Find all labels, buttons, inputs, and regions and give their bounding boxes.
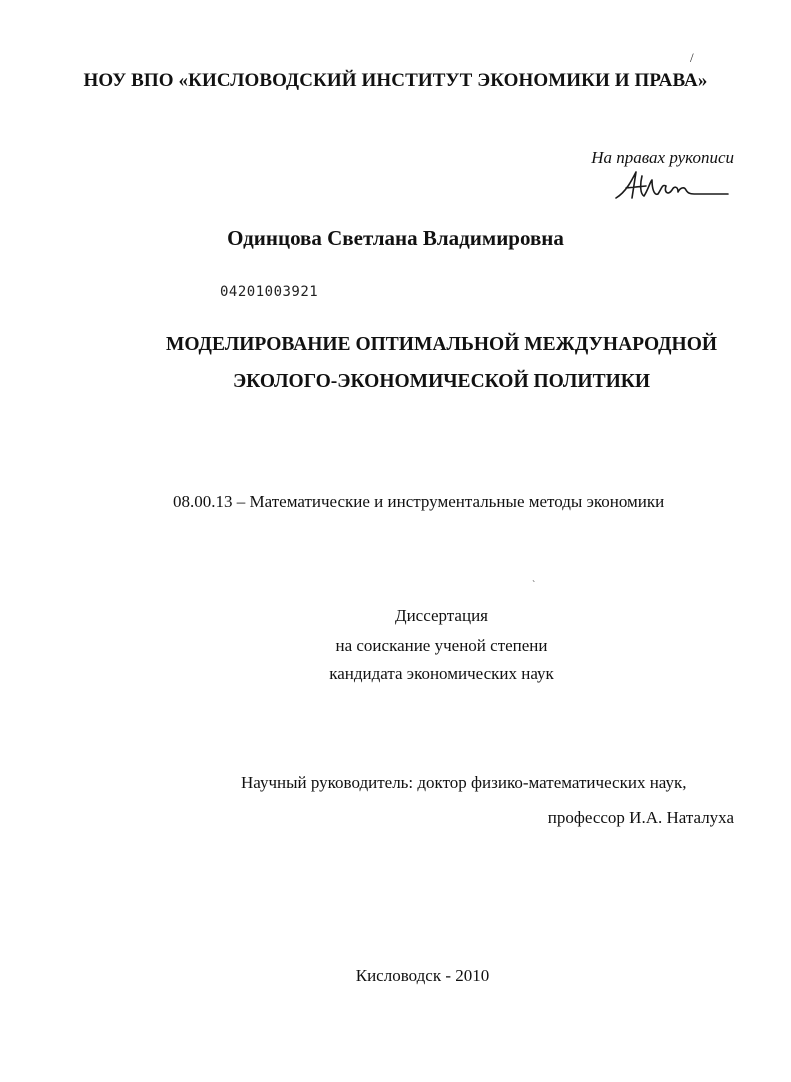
manuscript-note: На правах рукописи bbox=[591, 148, 734, 167]
institution-title: НОУ ВПО «КИСЛОВОДСКИЙ ИНСТИТУТ ЭКОНОМИКИ И ПРАВА» bbox=[83, 70, 708, 91]
thesis-degree-field: кандидата экономических наук bbox=[329, 664, 554, 683]
supervisor-name: профессор И.А. Наталуха bbox=[547, 808, 734, 827]
author-name: Одинцова Светлана Владимировна bbox=[227, 226, 564, 250]
thesis-title-line-1: МОДЕЛИРОВАНИЕ ОПТИМАЛЬНОЙ МЕЖДУНАРОДНОЙ bbox=[165, 334, 718, 355]
stray-mark: ` bbox=[532, 580, 536, 591]
thesis-degree-line: на соискание ученой степени bbox=[335, 636, 548, 655]
signature-image bbox=[612, 168, 732, 208]
registration-code: 04201003921 bbox=[220, 284, 319, 300]
place-and-year: Кисловодск - 2010 bbox=[355, 966, 490, 985]
thesis-type: Диссертация bbox=[394, 606, 488, 625]
thesis-title-line-2: ЭКОЛОГО-ЭКОНОМИЧЕСКОЙ ПОЛИТИКИ bbox=[232, 371, 651, 392]
specialty-code: 08.00.13 – Математические и инструментальные методы экономики bbox=[173, 492, 665, 511]
pen-mark: / bbox=[690, 50, 694, 65]
supervisor-line: Научный руководитель: доктор физико-математических наук, bbox=[241, 773, 687, 792]
